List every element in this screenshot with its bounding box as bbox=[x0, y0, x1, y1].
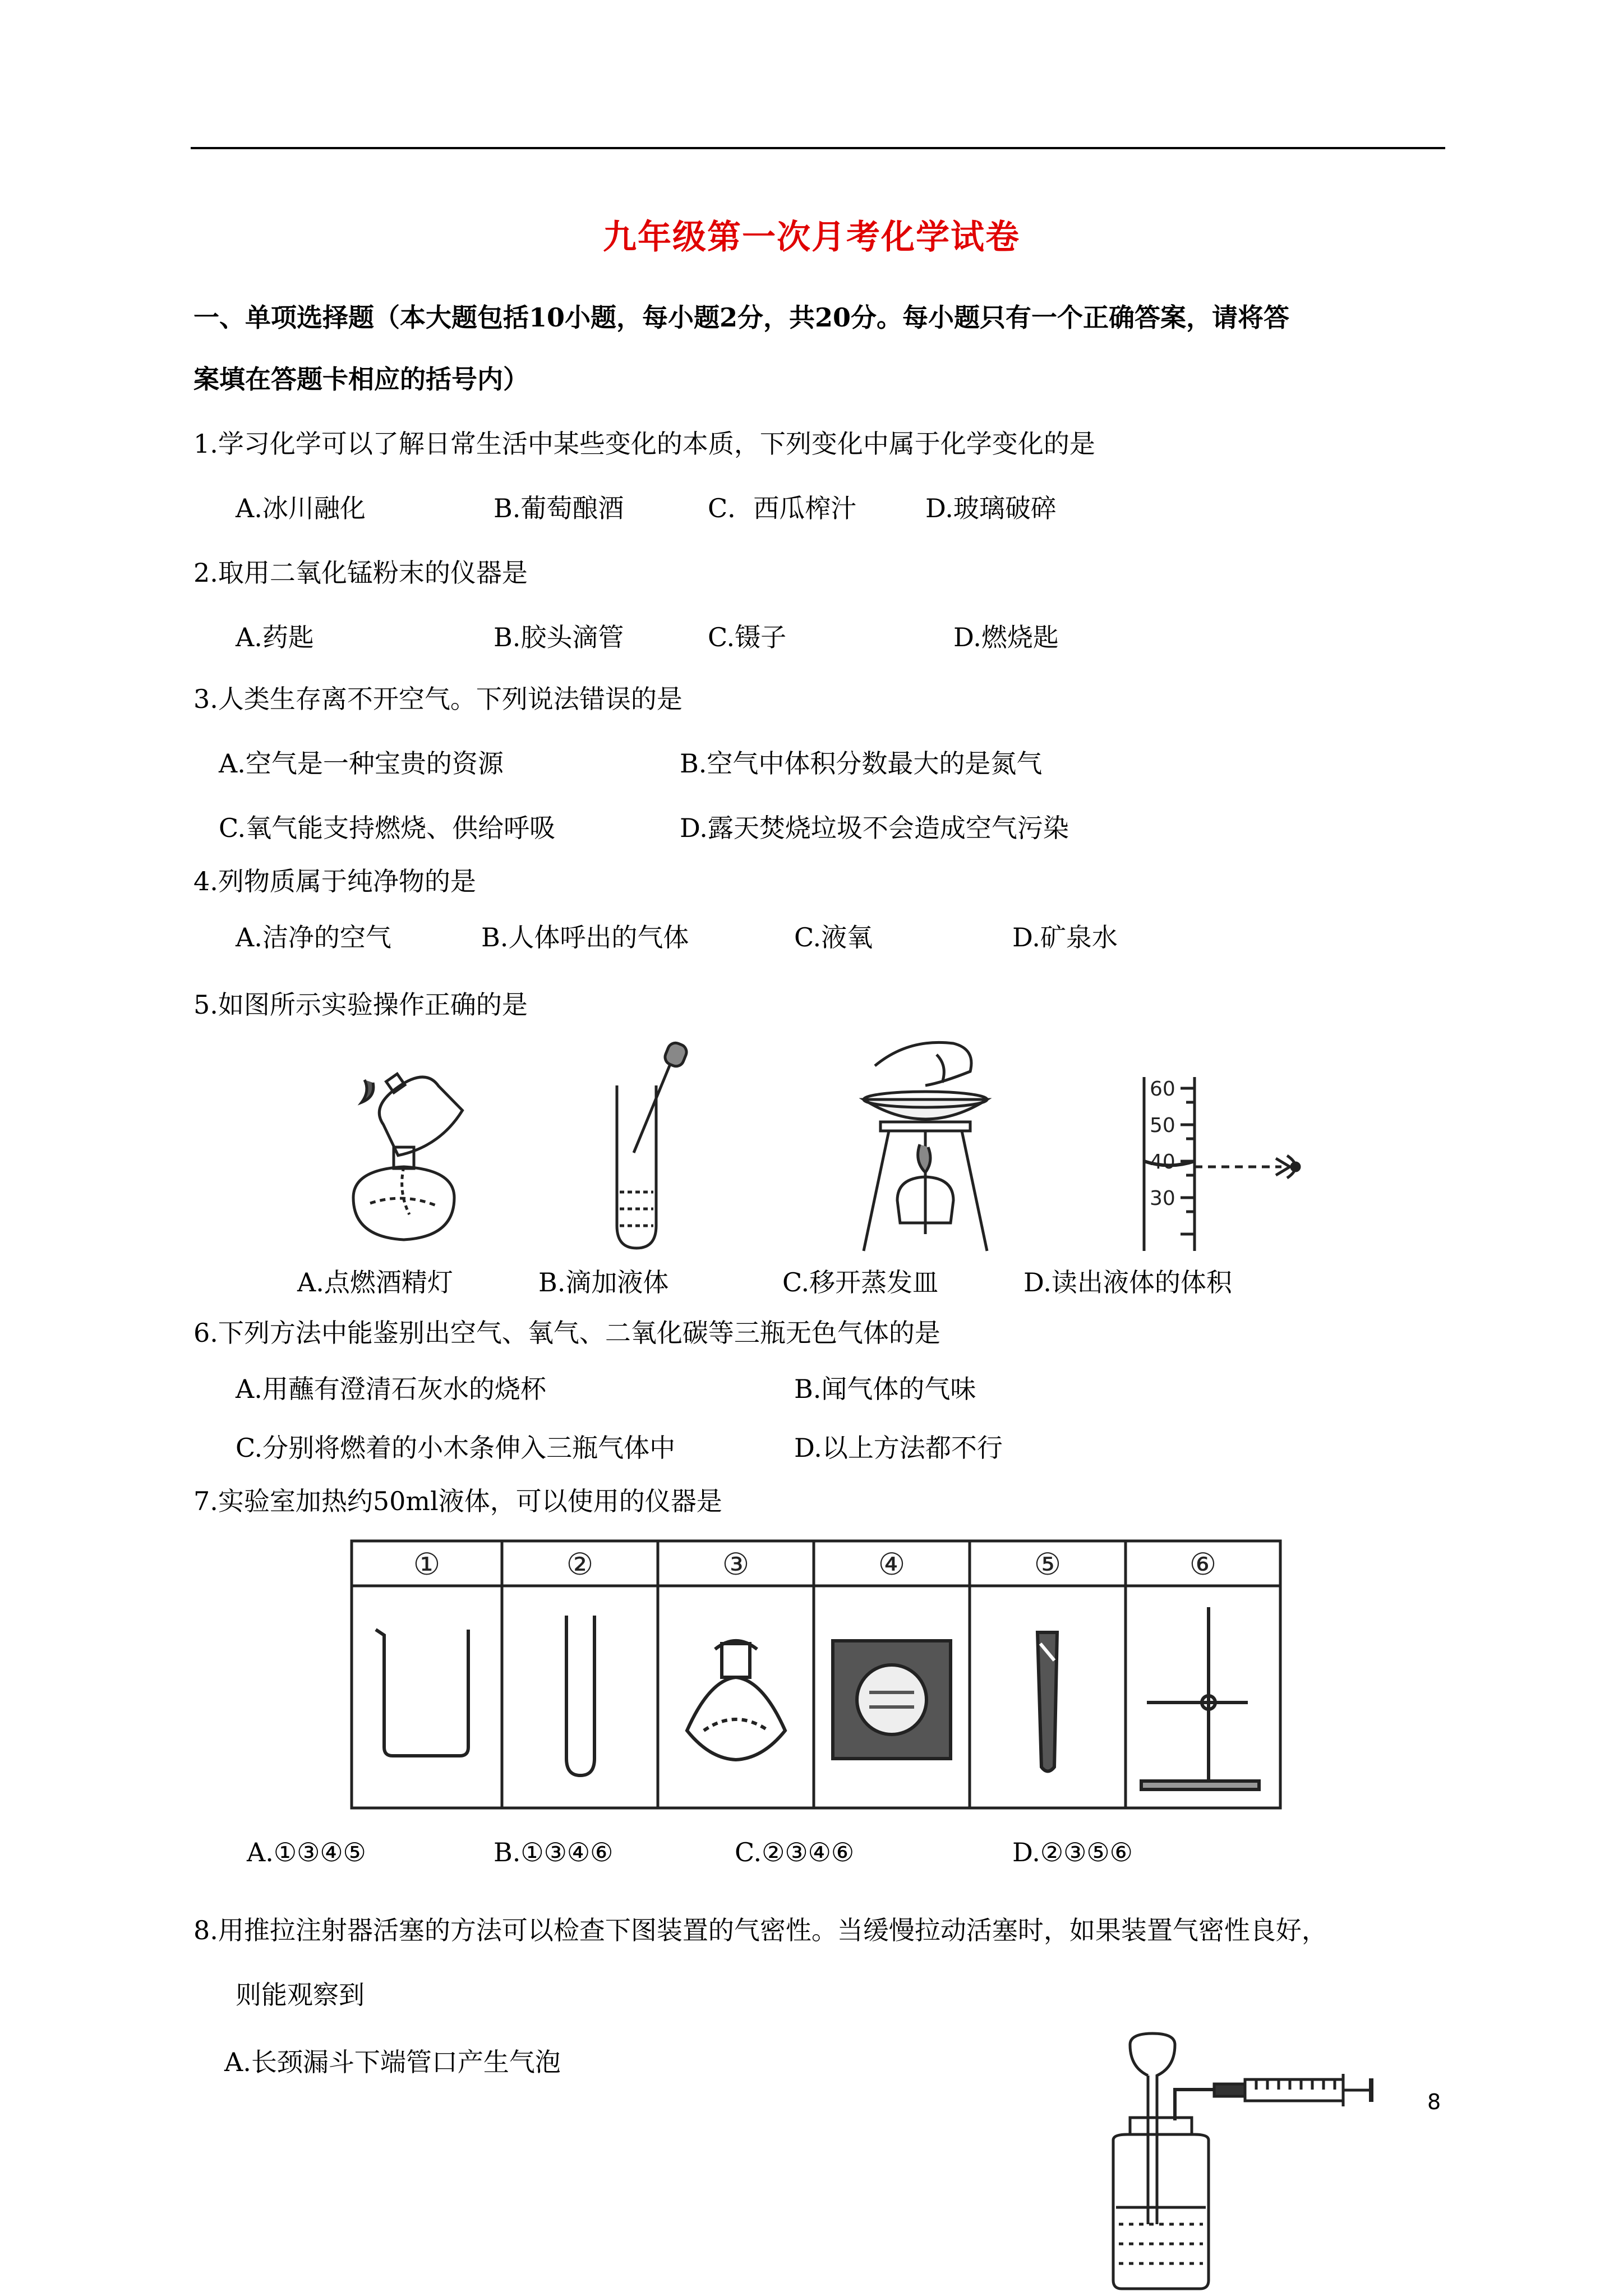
funnel-icon bbox=[1130, 2033, 1175, 2224]
q5-option-c: C.移开蒸发皿 bbox=[782, 1267, 939, 1297]
question-5-stem: 5.如图所示实验操作正确的是 bbox=[193, 990, 528, 1020]
dropper-test-tube-figure bbox=[594, 1041, 695, 1254]
q2-option-c: C.镊子 bbox=[708, 622, 787, 652]
table-header-6: ⑥ bbox=[1189, 1547, 1217, 1582]
section-heading-line-1: 一、单项选择题（本大题包括10小题，每小题2分，共20分。每小题只有一个正确答案，请将答 bbox=[193, 302, 1290, 333]
q1-option-b: B.葡萄酿酒 bbox=[494, 493, 624, 523]
test-tube-icon bbox=[566, 1616, 594, 1775]
q2-option-a: A.药匙 bbox=[236, 622, 314, 652]
alcohol-lamp-lighting-figure bbox=[331, 1069, 482, 1248]
table-header-2: ② bbox=[566, 1547, 594, 1582]
q3-option-d: D.露天焚烧垃圾不会造成空气污染 bbox=[680, 813, 1069, 843]
q3-option-c: C.氧气能支持燃烧、供给呼吸 bbox=[219, 813, 556, 843]
question-1-stem: 1.学习化学可以了解日常生活中某些变化的本质，下列变化中属于化学变化的是 bbox=[193, 429, 1095, 459]
q6-option-c: C.分别将燃着的小木条伸入三瓶气体中 bbox=[236, 1433, 676, 1463]
question-8-stem-line-1: 8.用推拉注射器活塞的方法可以检查下图装置的气密性。当缓慢拉动活塞时，如果装置气密性良好， bbox=[193, 1915, 1327, 1945]
q4-option-d: D.矿泉水 bbox=[1012, 922, 1118, 953]
q3-option-b: B.空气中体积分数最大的是氮气 bbox=[680, 748, 1043, 779]
cylinder-tick-30: 30 bbox=[1150, 1187, 1175, 1210]
table-header-4: ④ bbox=[878, 1547, 906, 1582]
question-2-stem: 2.取用二氧化锰粉末的仪器是 bbox=[193, 558, 528, 588]
cylinder-tick-40: 40 bbox=[1150, 1151, 1175, 1174]
question-4-stem: 4.列物质属于纯净物的是 bbox=[193, 866, 476, 896]
bottle-icon bbox=[1113, 2134, 1209, 2289]
airtightness-apparatus-figure bbox=[1096, 2028, 1388, 2292]
iron-stand-icon bbox=[1141, 1607, 1259, 1789]
alcohol-lamp-icon bbox=[687, 1641, 785, 1760]
q5-option-d: D.读出液体的体积 bbox=[1023, 1267, 1232, 1297]
q4-option-b: B.人体呼出的气体 bbox=[481, 922, 689, 953]
table-header-1: ① bbox=[413, 1547, 441, 1582]
question-8-stem-line-2: 则能观察到 bbox=[236, 1980, 365, 2010]
q7-option-d: D.②③⑤⑥ bbox=[1012, 1837, 1133, 1867]
test-tube-holder-icon bbox=[1038, 1632, 1057, 1772]
syringe-icon bbox=[1245, 2074, 1371, 2106]
q7-option-a: A.①③④⑤ bbox=[247, 1837, 366, 1867]
q7-option-b: B.①③④⑥ bbox=[494, 1837, 614, 1867]
q4-option-c: C.液氧 bbox=[794, 922, 873, 953]
q6-option-b: B.闻气体的气味 bbox=[794, 1374, 976, 1404]
q7-option-c: C.②③④⑥ bbox=[735, 1837, 855, 1867]
wire-gauze-icon bbox=[833, 1641, 951, 1759]
question-3-stem: 3.人类生存离不开空气。下列说法错误的是 bbox=[193, 684, 683, 714]
table-header-5: ⑤ bbox=[1034, 1547, 1062, 1582]
q6-option-a: A.用蘸有澄清石灰水的烧杯 bbox=[236, 1374, 546, 1404]
q5-option-b: B.滴加液体 bbox=[538, 1267, 669, 1297]
beaker-icon bbox=[376, 1630, 468, 1756]
q4-option-a: A.洁净的空气 bbox=[236, 922, 391, 953]
section-heading-line-2: 案填在答题卡相应的括号内） bbox=[193, 364, 529, 394]
evaporating-dish-figure bbox=[841, 1032, 1009, 1257]
instrument-table bbox=[351, 1540, 1281, 1809]
q1-option-a: A.冰川融化 bbox=[236, 493, 366, 523]
q1-option-c: C．西瓜榨汁 bbox=[708, 493, 857, 523]
cylinder-tick-60: 60 bbox=[1150, 1078, 1175, 1101]
header-rule bbox=[191, 147, 1445, 149]
question-6-stem: 6.下列方法中能鉴别出空气、氧气、二氧化碳等三瓶无色气体的是 bbox=[193, 1318, 940, 1348]
q2-option-b: B.胶头滴管 bbox=[494, 622, 624, 652]
page-number: 8 bbox=[1427, 2090, 1441, 2114]
q6-option-d: D.以上方法都不行 bbox=[794, 1433, 1003, 1463]
page-title: 九年级第一次月考化学试卷 bbox=[603, 218, 1020, 257]
q3-option-a: A.空气是一种宝贵的资源 bbox=[219, 748, 504, 779]
question-7-stem: 7.实验室加热约50ml液体，可以使用的仪器是 bbox=[193, 1486, 722, 1516]
cylinder-tick-50: 50 bbox=[1150, 1114, 1175, 1137]
q5-option-a: A.点燃酒精灯 bbox=[297, 1267, 453, 1297]
table-header-3: ③ bbox=[722, 1547, 750, 1582]
q8-option-a: A.长颈漏斗下端管口产生气泡 bbox=[224, 2047, 561, 2077]
q2-option-d: D.燃烧匙 bbox=[953, 622, 1059, 652]
q1-option-d: D.玻璃破碎 bbox=[925, 493, 1057, 523]
graduated-cylinder-figure bbox=[1133, 1077, 1312, 1251]
